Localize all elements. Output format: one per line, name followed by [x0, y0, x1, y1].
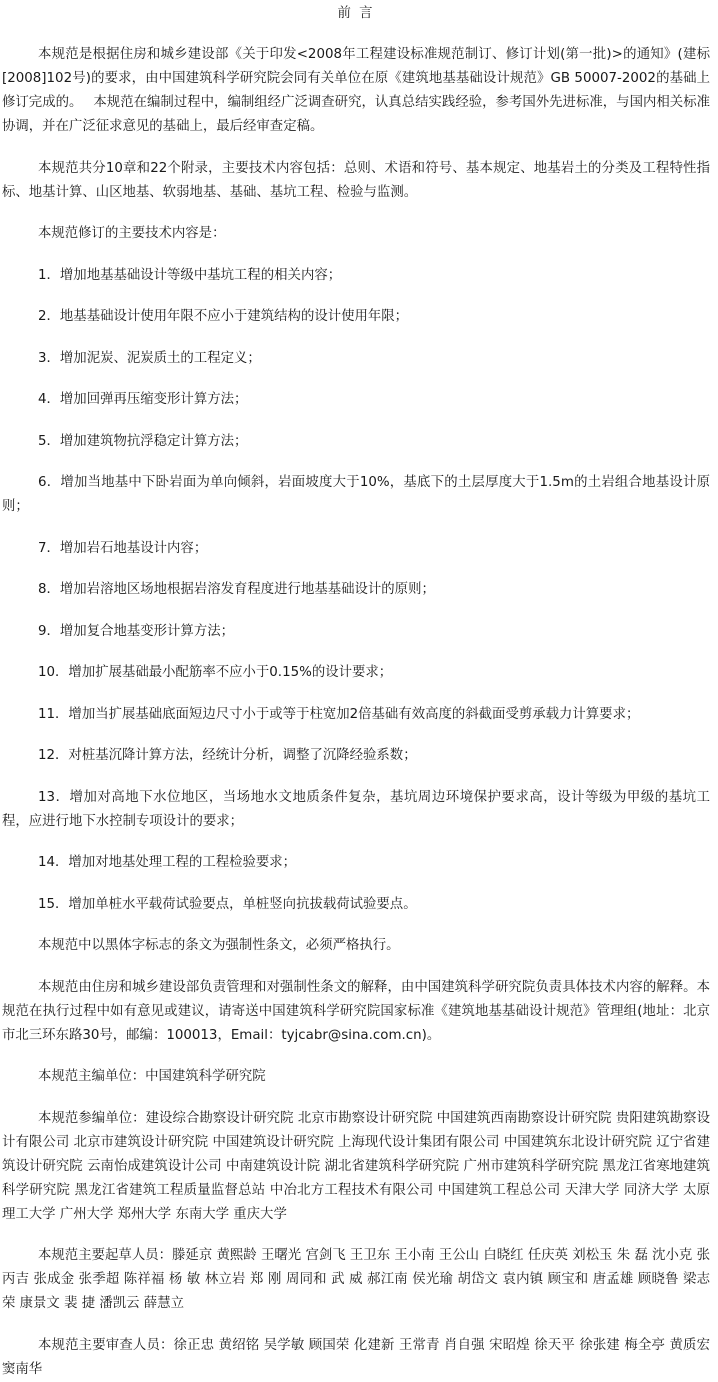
paragraph: 本规范是根据住房和城乡建设部《关于印发<2008年工程建设标准规范制订、修订计划(第一批)>的通知》(建标[2008]102号)的要求，由中国建筑科学研究院会同有关单位在原《建筑地基基础设计规范》GB 50007-2002的基础上修订完成的。 本规范在编制过程中，编制组经广泛调查研究，认真总结实践经验，参考国外先进标准，与国内相关标准协调，并在广泛征求意见的基础上，最后经审查定稿。 — [2, 47, 710, 134]
paragraph: 2．地基基础设计使用年限不应小于建筑结构的设计使用年限； — [38, 309, 409, 324]
document-title: 前 言 — [337, 6, 375, 21]
paragraph: 3．增加泥炭、泥炭质土的工程定义； — [38, 350, 261, 366]
paragraph: 本规范主编单位：中国建筑科学研究院 — [38, 1069, 266, 1084]
paragraph: 9．增加复合地基变形计算方法； — [38, 623, 234, 639]
document-body — [2, 43, 710, 1382]
paragraph: 1．增加地基基础设计等级中基坑工程的相关内容； — [38, 267, 342, 283]
paragraph: 本规范参编单位：建设综合勘察设计研究院 北京市勘察设计研究院 中国建筑西南勘察设计研究院 贵阳建筑勘察设计有限公司 北京市建筑设计研究院 中国建筑设计研究院 上海现代设计集团有限公司 中国建筑东北设计研究院 辽宁省建筑设计研究院 云南怡成建筑设计公司 中南建筑设计院 湖北省建筑科学研究院 广州市建筑科学研究院 黑龙江省寒地建筑科学研究院 黑龙江省建筑工程质量监督总站 中冶北方工程技术有限公司 中国建筑工程总公司 天津大学 同济大学 太原理工大学 广州大学 郑州大学 东南大学 重庆大学 — [2, 1110, 710, 1222]
paragraph: 本规范由住房和城乡建设部负责管理和对强制性条文的解释，由中国建筑科学研究院负责具体技术内容的解释。本规范在执行过程中如有意见或建议，请寄送中国建筑科学研究院国家标准《建筑地基基础设计规范》管理组(地址：北京市北三环东路30号，邮编：100013，Email：tyjcabr@sina.com.cn)。 — [2, 979, 710, 1043]
paragraph: 本规范共分10章和22个附录，主要技术内容包括：总则、术语和符号、基本规定、地基岩土的分类及工程特性指标、地基计算、山区地基、软弱地基、基础、基坑工程、检验与监测。 — [2, 160, 710, 200]
paragraph: 15．增加单桩水平载荷试验要点，单桩竖向抗拔载荷试验要点。 — [38, 896, 417, 912]
paragraph: 本规范主要审查人员：徐正忠 黄绍铭 吴学敏 顾国荣 化建新 王常青 肖自强 宋昭煌 徐天平 徐张建 梅全亭 黄质宏 窦南华 — [2, 1337, 710, 1377]
paragraph: 14．增加对地基处理工程的工程检验要求； — [38, 855, 297, 870]
paragraph: 11．增加当扩展基础底面短边尺寸小于或等于柱宽加2倍基础有效高度的斜截面受剪承载力计算要求； — [38, 706, 640, 722]
paragraph: 7．增加岩石地基设计内容； — [38, 540, 208, 556]
paragraph: 本规范修订的主要技术内容是： — [38, 226, 226, 241]
paragraph: 6．增加当地基中下卧岩面为单向倾斜，岩面坡度大于10%，基底下的土层厚度大于1.5m的土岩组合地基设计原则； — [2, 475, 710, 514]
paragraph: 13．增加对高地下水位地区，当场地水文地质条件复杂，基坑周边环境保护要求高，设计等级为甲级的基坑工程，应进行地下水控制专项设计的要求； — [2, 789, 710, 829]
paragraph: 12．对桩基沉降计算方法，经统计分析，调整了沉降经验系数； — [38, 748, 417, 763]
paragraph: 本规范主要起草人员：滕延京 黄熙龄 王曙光 宫剑飞 王卫东 王小南 王公山 白晓红 任庆英 刘松玉 朱 磊 沈小克 张丙吉 张成金 张季超 陈祥福 杨 敏 林立岩 郑 刚 周同和 武 威 郝江南 侯光瑜 胡岱文 袁内镇 顾宝和 唐孟雄 顾晓鲁 梁志荣 康景文 裴 捷 潘凯云 薛慧立 — [2, 1248, 710, 1311]
paragraph: 4．增加回弹再压缩变形计算方法； — [38, 392, 248, 407]
paragraph: 8．增加岩溶地区场地根据岩溶发育程度进行地基基础设计的原则； — [38, 582, 435, 597]
paragraph: 10．增加扩展基础最小配筋率不应小于0.15%的设计要求； — [38, 665, 393, 680]
paragraph: 本规范中以黑体字标志的条文为强制性条文，必须严格执行。 — [38, 938, 400, 953]
paragraph: 5．增加建筑物抗浮稳定计算方法； — [38, 433, 248, 449]
